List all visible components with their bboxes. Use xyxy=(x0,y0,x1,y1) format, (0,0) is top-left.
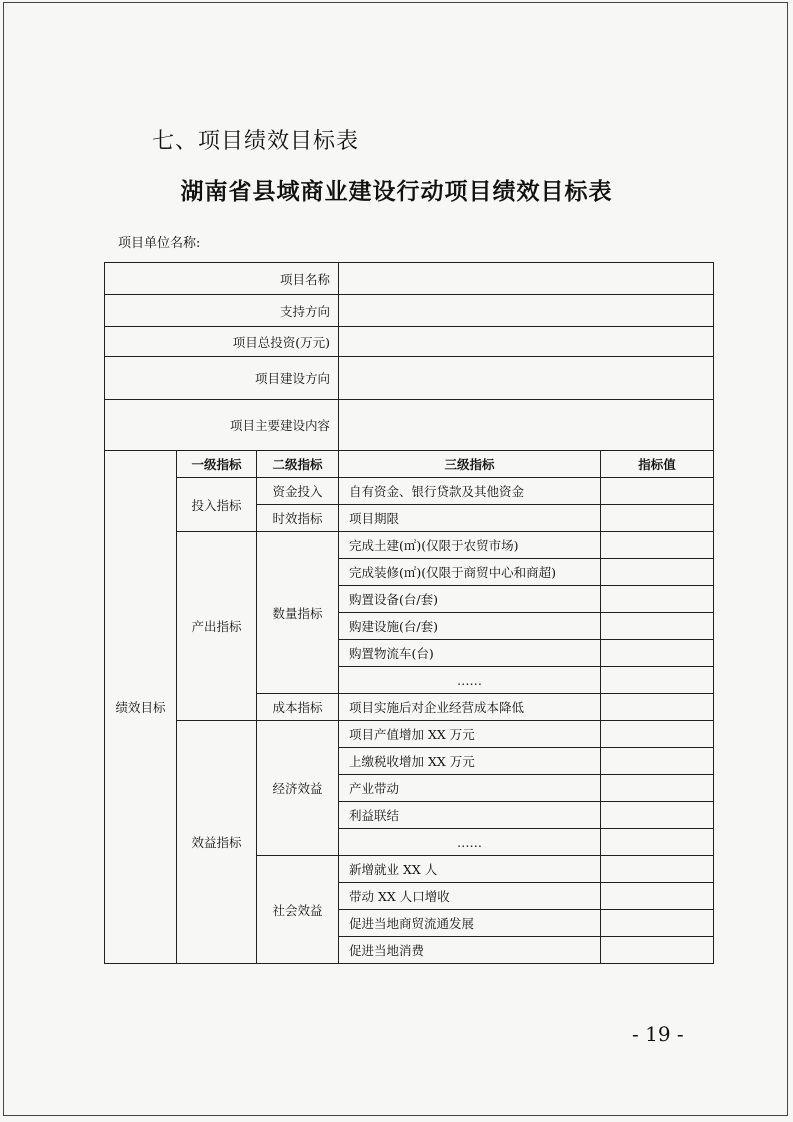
indicator-value-cell[interactable] xyxy=(601,937,714,964)
info-label-project-name: 项目名称 xyxy=(105,263,339,295)
info-row xyxy=(105,295,714,327)
indicator-value-cell[interactable] xyxy=(601,883,714,910)
level3-item-ellipsis: …… xyxy=(339,667,601,694)
performance-goal-cell: 绩效目标 xyxy=(105,451,177,964)
level3-item: 购置设备(台/套) xyxy=(339,586,601,613)
level1-output: 产出指标 xyxy=(177,532,257,721)
indicator-value-cell[interactable] xyxy=(601,694,714,721)
level3-item: 项目实施后对企业经营成本降低 xyxy=(339,694,601,721)
info-label-construction-direction: 项目建设方向 xyxy=(105,357,339,400)
info-row xyxy=(105,327,714,357)
info-row xyxy=(105,357,714,400)
indicator-row xyxy=(105,532,714,559)
level2-economic: 经济效益 xyxy=(257,721,339,856)
info-value-main-content[interactable] xyxy=(339,400,714,451)
level2-cost: 成本指标 xyxy=(257,694,339,721)
indicator-value-cell[interactable] xyxy=(601,640,714,667)
info-value-project-name[interactable] xyxy=(339,263,714,295)
info-value-construction-direction[interactable] xyxy=(339,357,714,400)
indicator-value-cell[interactable] xyxy=(601,775,714,802)
indicator-value-cell[interactable] xyxy=(601,721,714,748)
indicator-row xyxy=(105,721,714,748)
indicator-value-cell[interactable] xyxy=(601,802,714,829)
level3-item: 上缴税收增加 XX 万元 xyxy=(339,748,601,775)
level2-timeliness: 时效指标 xyxy=(257,505,339,532)
info-row xyxy=(105,263,714,295)
indicator-row xyxy=(105,478,714,505)
header-level2: 二级指标 xyxy=(257,451,339,478)
info-row xyxy=(105,400,714,451)
level1-benefit: 效益指标 xyxy=(177,721,257,964)
section-heading: 七、项目绩效目标表 xyxy=(152,129,360,154)
level3-item: 自有资金、银行贷款及其他资金 xyxy=(339,478,601,505)
header-level3: 三级指标 xyxy=(339,451,601,478)
indicator-value-cell[interactable] xyxy=(601,748,714,775)
level3-item: 利益联结 xyxy=(339,802,601,829)
level3-item: 新增就业 XX 人 xyxy=(339,856,601,883)
info-value-total-investment[interactable] xyxy=(339,327,714,357)
indicator-value-cell[interactable] xyxy=(601,910,714,937)
level3-item: 促进当地商贸流通发展 xyxy=(339,910,601,937)
indicator-header-row xyxy=(105,451,714,478)
document-title: 湖南省县域商业建设行动项目绩效目标表 xyxy=(180,179,613,205)
info-label-main-content: 项目主要建设内容 xyxy=(105,400,339,451)
indicator-value-cell[interactable] xyxy=(601,478,714,505)
indicator-value-cell[interactable] xyxy=(601,532,714,559)
performance-target-table xyxy=(104,262,714,964)
header-level1: 一级指标 xyxy=(177,451,257,478)
level3-item: 完成装修(㎡)(仅限于商贸中心和商超) xyxy=(339,559,601,586)
level3-item: 完成土建(㎡)(仅限于农贸市场) xyxy=(339,532,601,559)
indicator-value-cell[interactable] xyxy=(601,586,714,613)
level3-item: 购置物流车(台) xyxy=(339,640,601,667)
level3-item: 购建设施(台/套) xyxy=(339,613,601,640)
info-label-total-investment: 项目总投资(万元) xyxy=(105,327,339,357)
level3-item: 带动 XX 人口增收 xyxy=(339,883,601,910)
level1-input: 投入指标 xyxy=(177,478,257,532)
level2-quantity: 数量指标 xyxy=(257,532,339,694)
level2-social: 社会效益 xyxy=(257,856,339,964)
level3-item: 项目期限 xyxy=(339,505,601,532)
level3-item: 产业带动 xyxy=(339,775,601,802)
info-value-support-direction[interactable] xyxy=(339,295,714,327)
indicator-value-cell[interactable] xyxy=(601,559,714,586)
header-value: 指标值 xyxy=(601,451,714,478)
indicator-value-cell[interactable] xyxy=(601,667,714,694)
indicator-value-cell[interactable] xyxy=(601,829,714,856)
level3-item: 项目产值增加 XX 万元 xyxy=(339,721,601,748)
level2-funding: 资金投入 xyxy=(257,478,339,505)
project-unit-label: 项目单位名称: xyxy=(118,236,201,251)
indicator-value-cell[interactable] xyxy=(601,505,714,532)
level3-item-ellipsis: …… xyxy=(339,829,601,856)
info-label-support-direction: 支持方向 xyxy=(105,295,339,327)
indicator-value-cell[interactable] xyxy=(601,613,714,640)
indicator-value-cell[interactable] xyxy=(601,856,714,883)
page-number: - 19 - xyxy=(632,1022,684,1046)
level3-item: 促进当地消费 xyxy=(339,937,601,964)
